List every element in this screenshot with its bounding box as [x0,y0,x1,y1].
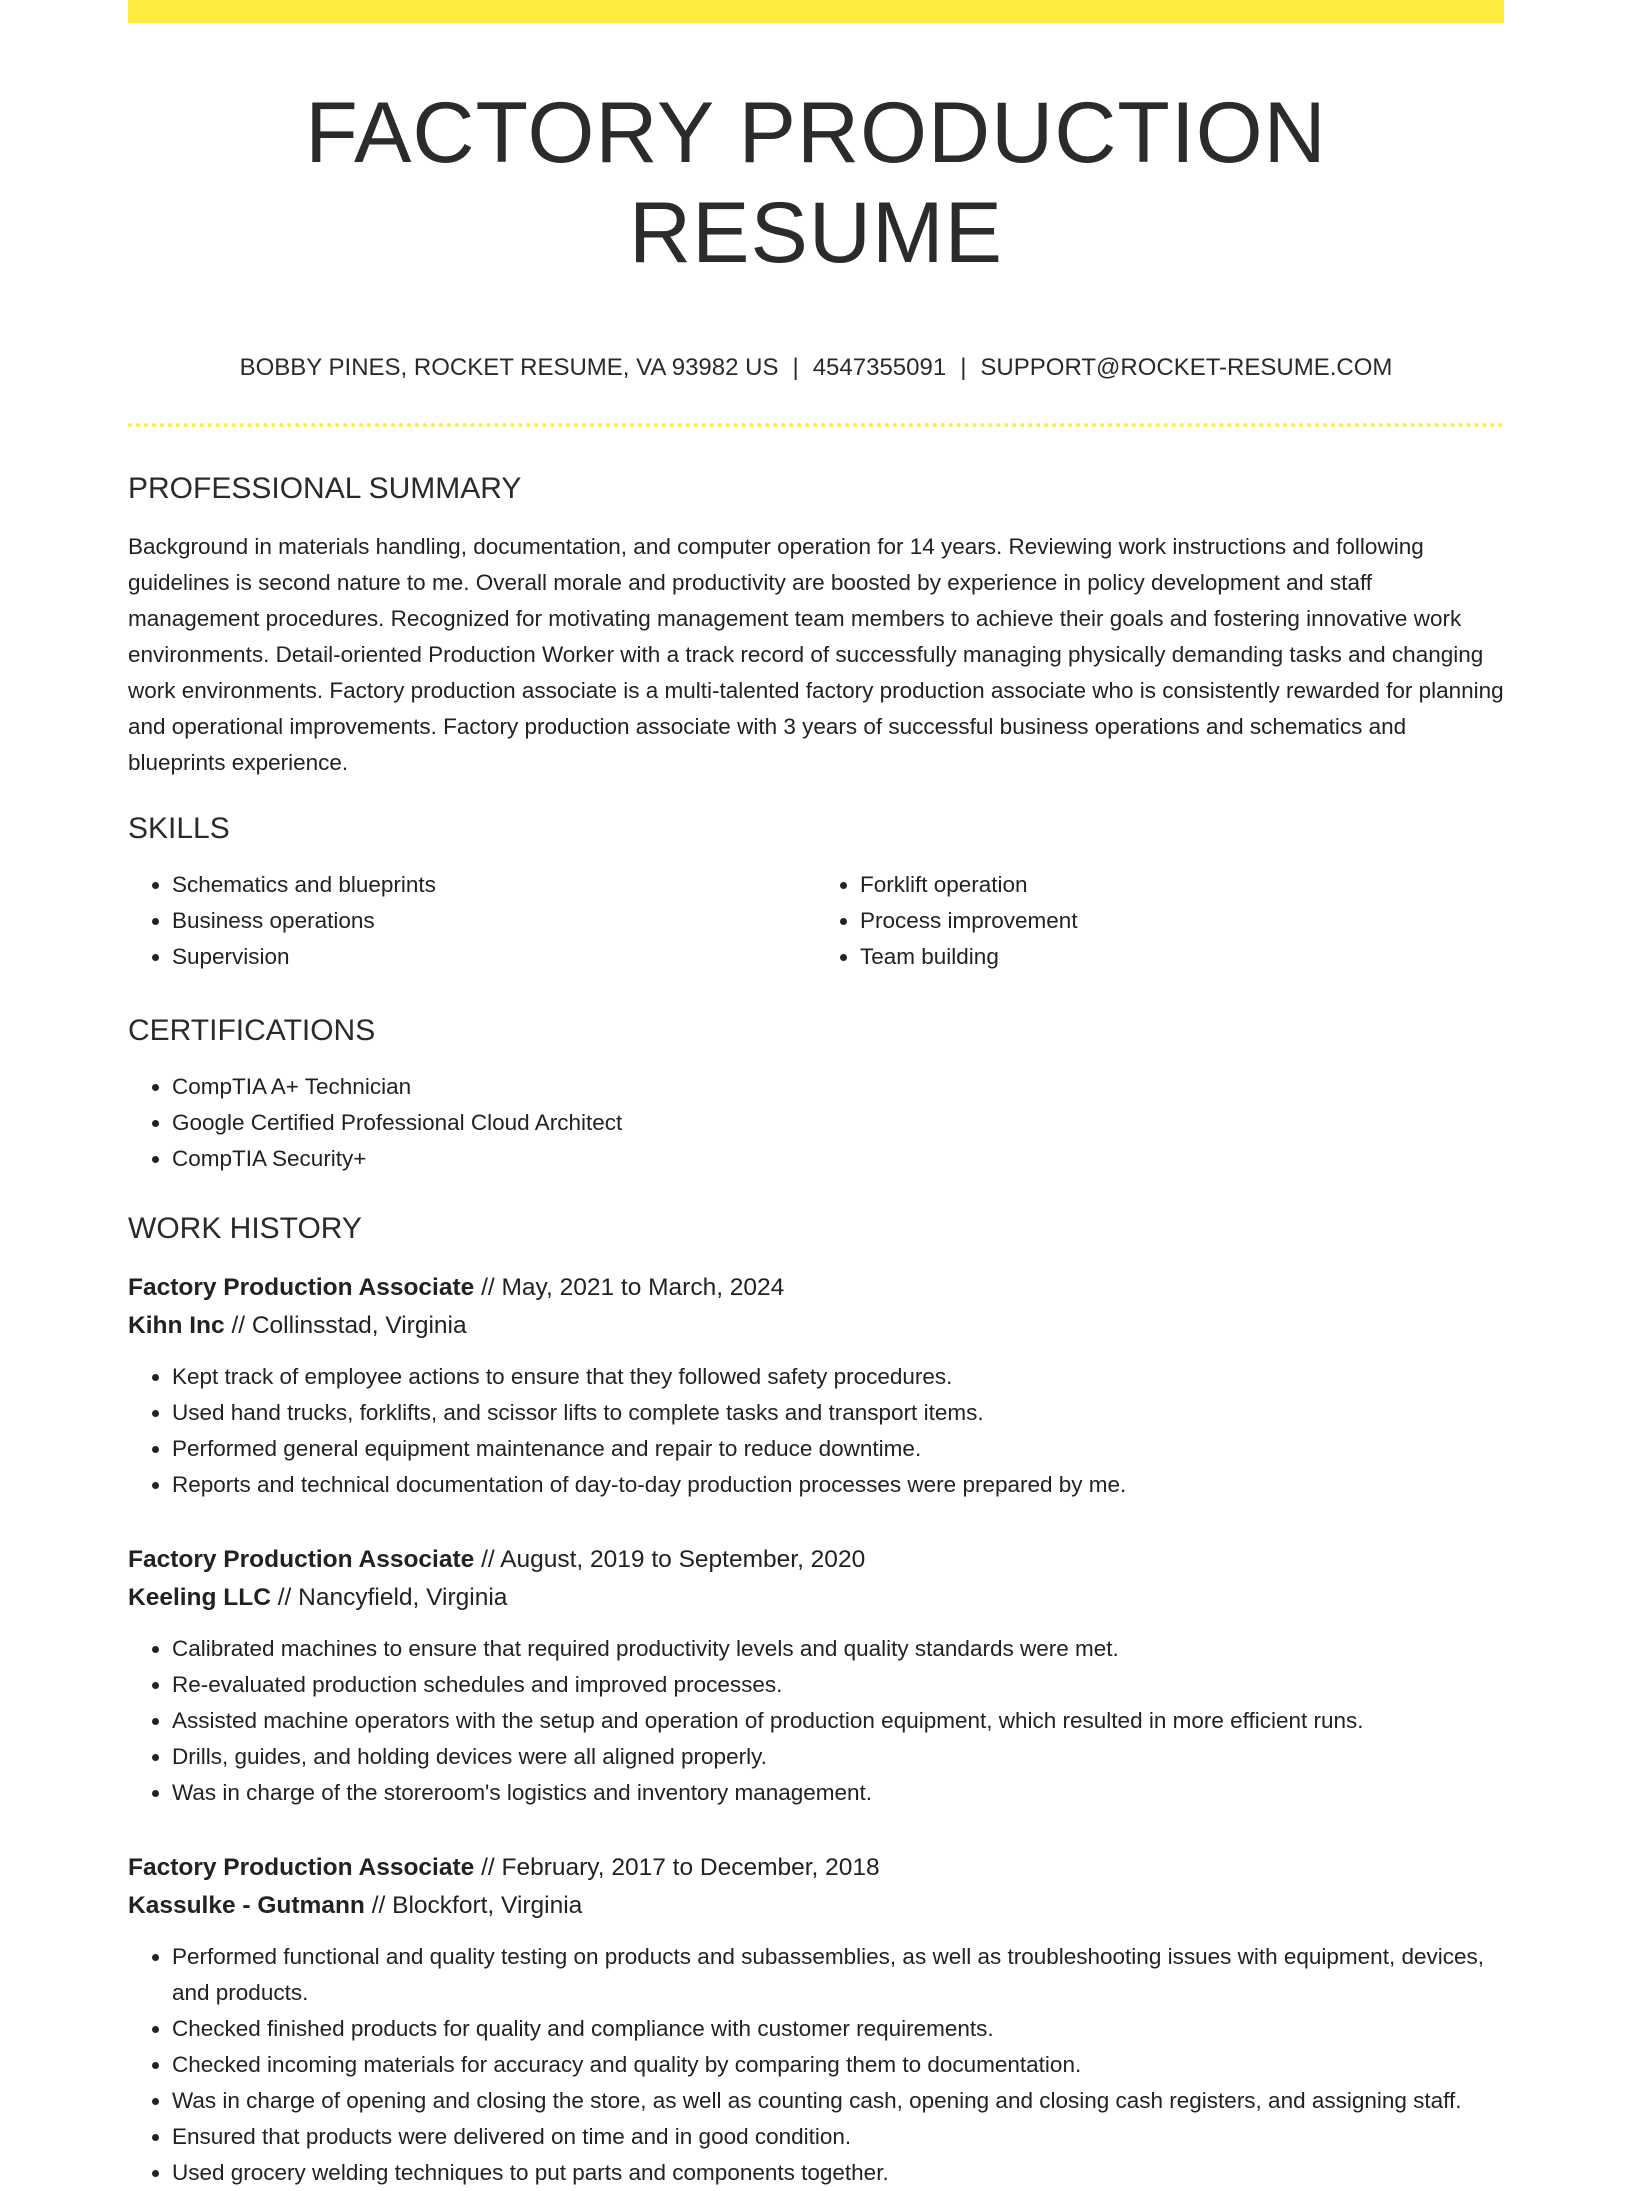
job-bullet: • Assisted machine operators with the setup and operation of production equipment, which resulted in more efficient runs. [172,1703,1504,1739]
job-entry [128,1849,1504,2191]
job-title: Factory Production Associate [128,1546,475,1573]
job-dates: // February, 2017 to December, 2018 [474,1854,880,1881]
job-bullet: • Was in charge of the storeroom's logistics and inventory management. [172,1775,1504,1811]
job-bullet: • Used hand trucks, forklifts, and scissor lifts to complete tasks and transport items. [172,1395,1504,1431]
job-title: Factory Production Associate [128,1854,475,1881]
job-bullet: • Was in charge of opening and closing the store, as well as counting cash, opening and closing cash registers, and assigning staff. [172,2083,1504,2119]
skill-item: • Supervision [172,939,816,975]
job-bullet: • Used grocery welding techniques to put parts and components together. [172,2155,1504,2191]
job-entry [128,1269,1504,1503]
job-bullet: • Performed functional and quality testing on products and subassemblies, as well as troubleshooting issues with equipment, devices, and products. [172,1939,1504,2011]
job-dates: // August, 2019 to September, 2020 [474,1546,866,1573]
certifications-section [128,1011,1504,1177]
job-bullet: • Re-evaluated production schedules and improved processes. [172,1667,1504,1703]
skill-item: • Business operations [172,903,816,939]
job-bullet: • Drills, guides, and holding devices were all aligned properly. [172,1739,1504,1775]
contact-line [128,353,1504,383]
job-bullet: • Checked incoming materials for accuracy and quality by comparing them to documentation. [172,2047,1504,2083]
skills-section [128,809,1504,975]
job-title: Factory Production Associate [128,1274,475,1301]
job-bullets [128,1631,1504,1811]
job-bullets [128,1359,1504,1503]
job-bullet: • Kept track of employee actions to ensure that they followed safety procedures. [172,1359,1504,1395]
job-title-line [128,1849,1504,1887]
skill-item: • Forklift operation [860,867,1504,903]
certification-item: • CompTIA Security+ [172,1141,1504,1177]
job-company: Kihn Inc [128,1312,225,1339]
contact-email: SUPPORT@ROCKET-RESUME.COM [980,354,1393,381]
skill-item: • Team building [860,939,1504,975]
work-history-heading: WORK HISTORY [128,1212,362,1245]
job-company-line [128,1887,1504,1925]
job-company-line [128,1579,1504,1617]
certifications-heading: CERTIFICATIONS [128,1014,376,1047]
contact-separator: | [792,354,799,381]
job-bullets [128,1939,1504,2191]
job-company: Kassulke - Gutmann [128,1892,365,1919]
skills-list-right [816,867,1504,975]
contact-phone: 4547355091 [812,354,947,381]
skills-list-left [128,867,816,975]
certification-item: • CompTIA A+ Technician [172,1069,1504,1105]
job-company: Keeling LLC [128,1584,271,1611]
certification-item: • Google Certified Professional Cloud Architect [172,1105,1504,1141]
job-bullet: • Checked finished products for quality and compliance with customer requirements. [172,2011,1504,2047]
skill-item: • Schematics and blueprints [172,867,816,903]
certifications-list [128,1069,1504,1177]
job-bullet: • Calibrated machines to ensure that required productivity levels and quality standards were met. [172,1631,1504,1667]
skills-heading: SKILLS [128,812,230,845]
job-location: // Collinsstad, Virginia [224,1312,467,1339]
skill-item: • Process improvement [860,903,1504,939]
job-bullet: • Performed general equipment maintenance and repair to reduce downtime. [172,1431,1504,1467]
summary-text: Background in materials handling, documentation, and computer operation for 14 years. Reviewing work instructions and following guidelines is second nature to me. Overall morale and productivity are boosted by experience in policy development and staff management procedures. Recognized for motivating management team members to achieve their goals and fostering innovative work environments. Detail-oriented Production Worker with a track record of successfully managing physically demanding tasks and changing work environments. Factory production associate is a multi-talented factory production associate who is consistently rewarded for planning and operational improvements. Factory production associate with 3 years of successful business operations and schematics and blueprints experience. [128,534,1504,775]
job-location: // Blockfort, Virginia [364,1892,583,1919]
contact-separator: | [960,354,967,381]
work-history-section [128,1209,1504,2191]
job-entry [128,1541,1504,1811]
job-title-line [128,1269,1504,1307]
job-title-line [128,1541,1504,1579]
job-dates: // May, 2021 to March, 2024 [474,1274,785,1301]
summary-section [128,469,1504,781]
skills-grid [128,867,1504,975]
contact-address: BOBBY PINES, ROCKET RESUME, VA 93982 US [239,354,779,381]
job-bullet: • Reports and technical documentation of day-to-day production processes were prepared by me. [172,1467,1504,1503]
accent-top-bar [128,0,1504,23]
job-company-line [128,1307,1504,1345]
summary-heading: PROFESSIONAL SUMMARY [128,472,522,505]
job-location: // Nancyfield, Virginia [270,1584,508,1611]
resume-page [128,0,1504,2191]
page-title: FACTORY PRODUCTION RESUME [305,85,1327,281]
dotted-divider [128,423,1504,427]
job-bullet: • Ensured that products were delivered on time and in good condition. [172,2119,1504,2155]
